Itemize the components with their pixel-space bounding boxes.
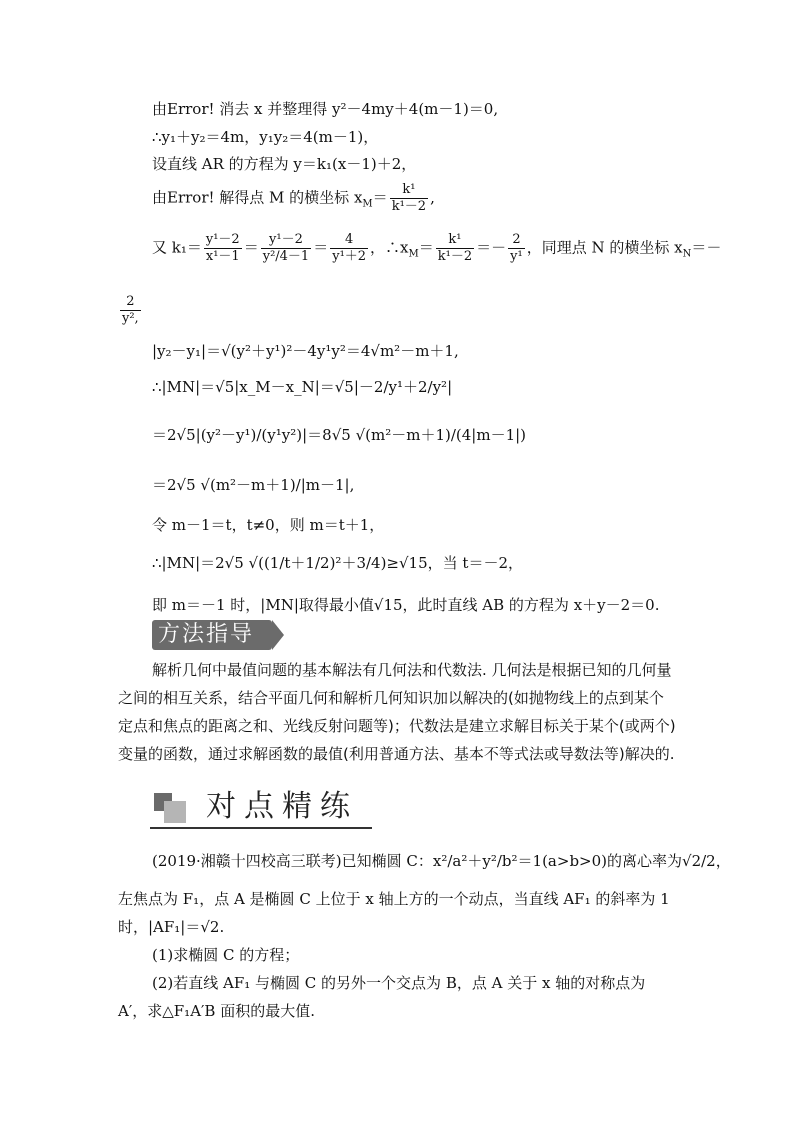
problem-line-1: (2019·湘赣十四校高三联考)已知椭圆 C：x²/a²＋y²/b²＝1(a>b>0)的离心率为√2/2， (152, 852, 731, 870)
section-title: 对点精练 (206, 789, 358, 824)
line-5-frac2 (261, 232, 311, 265)
solution-line-6 (118, 294, 143, 327)
line-4-eq: ＝ (372, 188, 388, 207)
line-5-c: ＝－ (476, 238, 507, 257)
method-banner (152, 620, 272, 650)
line-5-frac4-den: k¹－2 (437, 249, 473, 264)
line-6-num: 2 (120, 294, 141, 311)
solution-line-4 (152, 182, 435, 216)
line-4-num: k¹ (390, 182, 428, 199)
line-5-d: ，同理点 N 的横坐标 x (526, 238, 683, 257)
line-4-den: k¹－2 (391, 199, 427, 214)
line-5-a: 又 k₁＝ (152, 238, 202, 257)
line-5-frac1-den: x¹－1 (205, 249, 240, 264)
solution-line-2: ∴y₁＋y₂＝4m，y₁y₂＝4(m－1)， (152, 128, 379, 146)
line-5-frac3-den: y¹＋2 (332, 249, 367, 264)
section-header (150, 787, 375, 829)
line-5-frac1-num: y¹－2 (205, 232, 240, 247)
line-6-fraction (120, 294, 141, 327)
line-5-eq3: ＝ (418, 238, 434, 257)
line-5-frac4-num: k¹ (436, 232, 474, 249)
question-1: (1)求椭圆 C 的方程； (152, 946, 300, 964)
problem-line-2: 左焦点为 F₁，点 A 是椭圆 C 上位于 x 轴上方的一个动点，当直线 AF₁ 的斜率为 1 (118, 890, 670, 908)
line-5-frac3-num: 4 (330, 232, 368, 249)
section-underline (150, 827, 372, 829)
line-5-eq2: ＝ (313, 238, 329, 257)
line-5-frac2-den: y²/4－1 (262, 249, 310, 264)
method-paragraph: 解析几何中最值问题的基本解法有几何法和代数法. 几何法是根据已知的几何量之间的相互关系，结合平面几何和解析几何知识加以解决的(如抛物线上的点到某个定点和焦点的距离之和、光线反射问题等)；代数法是建立求解目标关于某个(或两个)变量的函数，通过求解函数的最值(利用普通方法、基本不等式法或导数法等)解决的. (118, 661, 676, 763)
solution-line-5 (152, 232, 721, 266)
method-banner-label: 方法指导 (158, 622, 255, 647)
section-square-light-icon (164, 801, 186, 823)
problem-line-3: 时，|AF₁|＝√2. (118, 918, 225, 936)
line-4-comma: , (430, 188, 435, 207)
line-5-frac3 (330, 232, 368, 265)
solution-line-8: ∴|MN|＝√5|x_M－x_N|＝√5|－2/y¹＋2/y²| (152, 378, 453, 396)
line-5-sub2: N (682, 248, 692, 260)
solution-line-1: 由Error! 消去 x 并整理得 y²－4my＋4(m－1)＝0, (152, 100, 499, 118)
line-5-frac4 (436, 232, 474, 265)
solution-line-11: 令 m－1＝t，t≠0，则 m＝t＋1， (152, 516, 385, 534)
solution-line-12: ∴|MN|＝2√5 √((1/t＋1/2)²＋3/4)≥√15，当 t＝－2， (152, 554, 523, 572)
line-5-frac5-den: y¹ (510, 249, 523, 264)
line-5-frac2-num: y¹－2 (261, 232, 311, 249)
line-5-e: ＝－ (691, 238, 722, 257)
solution-line-13: 即 m＝－1 时，|MN|取得最小值√15，此时直线 AB 的方程为 x＋y－2＝0. (152, 596, 660, 614)
solution-line-9: ＝2√5|(y²－y¹)/(y¹y²)|＝8√5 √(m²－m＋1)/(4|m－1|) (152, 426, 527, 444)
line-5-frac1 (204, 232, 242, 265)
question-2-line-2: A′，求△F₁A′B 面积的最大值. (118, 1002, 315, 1020)
solution-line-7: |y₂－y₁|＝√(y²＋y¹)²－4y¹y²＝4√m²－m＋1, (152, 342, 459, 360)
line-4-fraction (390, 182, 428, 215)
line-6-den: y², (122, 311, 139, 326)
line-5-frac5 (508, 232, 525, 265)
line-5-sub: M (408, 248, 419, 260)
line-5-b: ，∴x (370, 238, 409, 257)
solution-line-3: 设直线 AR 的方程为 y＝k₁(x－1)＋2， (152, 155, 417, 173)
line-4-sub: M (362, 198, 373, 210)
line-4-text: 由Error! 解得点 M 的横坐标 x (152, 188, 363, 207)
question-2-line-1: (2)若直线 AF₁ 与椭圆 C 的另外一个交点为 B，点 A 关于 x 轴的对称点为 (152, 974, 646, 992)
line-5-eq1: ＝ (243, 238, 259, 257)
solution-line-10: ＝2√5 √(m²－m＋1)/|m－1|, (152, 476, 355, 494)
line-5-frac5-num: 2 (508, 232, 525, 249)
